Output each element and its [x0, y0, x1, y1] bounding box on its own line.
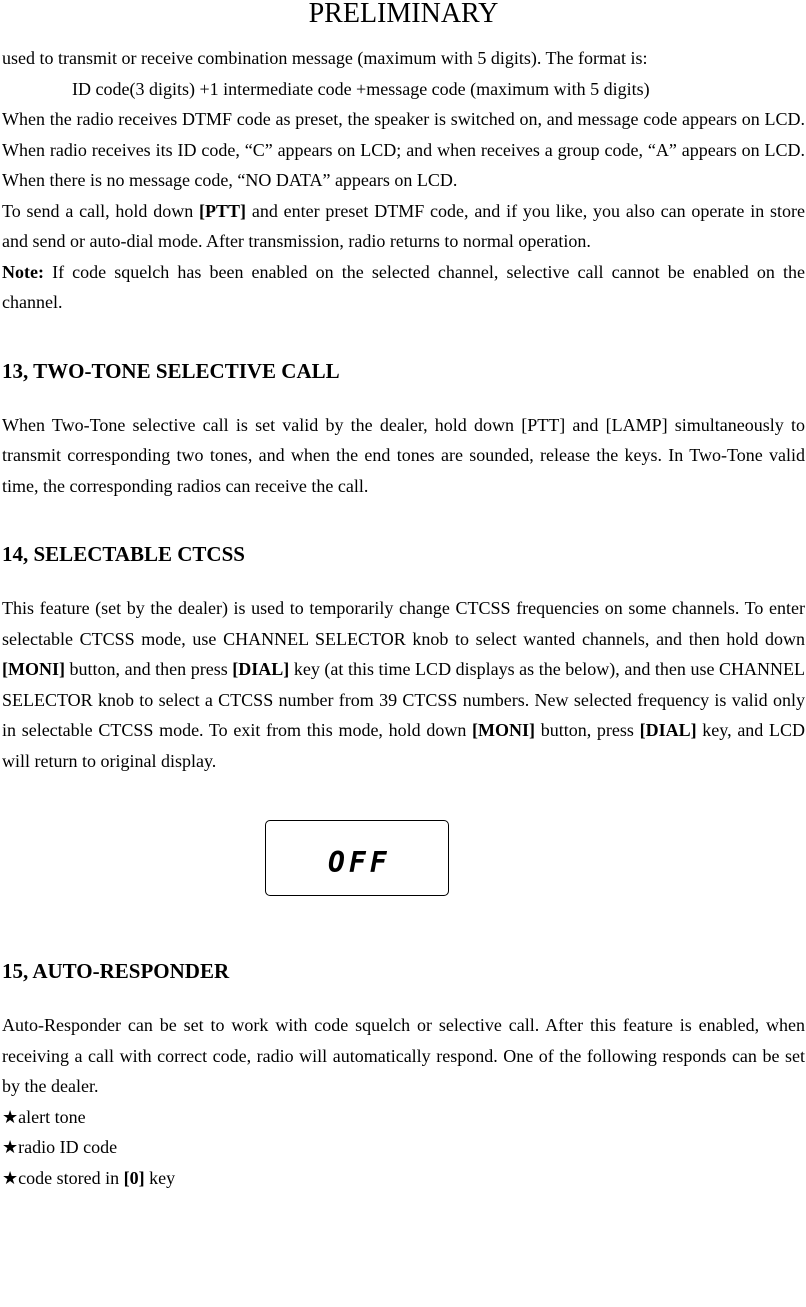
section-14-body [2, 593, 805, 776]
bullet-item [2, 1102, 805, 1133]
document-page [2, 0, 805, 1193]
s14-text-2: button, and then press [64, 659, 233, 679]
send-paragraph [2, 196, 805, 257]
lcd-display [265, 820, 449, 896]
ptt-key: [PTT] [199, 200, 247, 221]
bullet-text-end: key [144, 1167, 176, 1188]
note-text: If code squelch has been enabled on the selected channel, selective call cannot be enabled on the channel. [2, 261, 805, 312]
note-paragraph [2, 257, 805, 318]
section-14-title: 14, SELECTABLE CTCSS [2, 542, 245, 566]
zero-key: [0] [123, 1167, 145, 1188]
lcd-text: OFF [328, 846, 391, 879]
format-line: ID code(3 digits) +1 intermediate code +message code (maximum with 5 digits) [72, 78, 650, 99]
receive-paragraph: When the radio receives DTMF code as preset, the speaker is switched on, and message code appears on LCD. When radio receives its ID code, “C” appears on LCD; and when receives a group code, “A” appears on LCD. When there is no message code, “NO DATA” appears on LCD. [2, 109, 805, 190]
note-label: Note: [2, 261, 44, 282]
section-15-body: Auto-Responder can be set to work with code squelch or selective call. After this feature is enabled, when receiving a call with correct code, radio will automatically respond. One of the following responds can be set by the dealer. [2, 1015, 805, 1096]
s14-text-5: key, and LCD will return to original display. [2, 720, 806, 771]
moni-key: [MONI] [2, 659, 65, 679]
dial-key: [DIAL] [232, 659, 290, 679]
star-icon: ★ [2, 1106, 19, 1127]
bullet-item [2, 1163, 805, 1194]
section-13-body: When Two-Tone selective call is set valid by the dealer, hold down [PTT] and [LAMP] simultaneously to transmit corresponding two tones, and when the end tones are sounded, release the keys. In Two-Tone valid time, the corresponding radios can receive the call. [2, 414, 805, 496]
dial-key-2: [DIAL] [639, 720, 697, 740]
star-icon: ★ [2, 1137, 19, 1157]
moni-key-2: [MONI] [472, 720, 536, 740]
send-text-rest: and enter preset DTMF code, and if you like, you also can operate in store and send or auto-dial mode. After transmission, radio returns to normal operation. [2, 200, 805, 251]
s14-text-3: key (at this time LCD displays as the below), and then use CHANNEL SELECTOR knob to select a CTCSS number from 39 CTCSS numbers. New selected frequency is valid only in selectable CTCSS mode. To exit from this mode, hold down [2, 659, 805, 740]
s14-text-1: This feature (set by the dealer) is used to temporarily change CTCSS frequencies on some channels. To enter selectable CTCSS mode, use CHANNEL SELECTOR knob to select wanted channels, and then hold down [2, 598, 805, 649]
bullet-item [2, 1132, 805, 1163]
intro-line: used to transmit or receive combination message (maximum with 5 digits). The format is: [2, 48, 648, 68]
bullet-text: radio ID code [18, 1137, 118, 1157]
bullet-text: code stored in [18, 1167, 124, 1188]
section-13-title: 13, TWO-TONE SELECTIVE CALL [2, 358, 340, 383]
section-15-title: 15, AUTO-RESPONDER [2, 959, 230, 983]
bullet-text: alert tone [18, 1106, 86, 1127]
star-icon: ★ [2, 1167, 19, 1188]
s14-text-4: button, press [535, 720, 640, 740]
send-text: To send a call, hold down [2, 200, 200, 221]
lcd-figure [2, 776, 805, 956]
page-header: PRELIMINARY [308, 0, 499, 29]
